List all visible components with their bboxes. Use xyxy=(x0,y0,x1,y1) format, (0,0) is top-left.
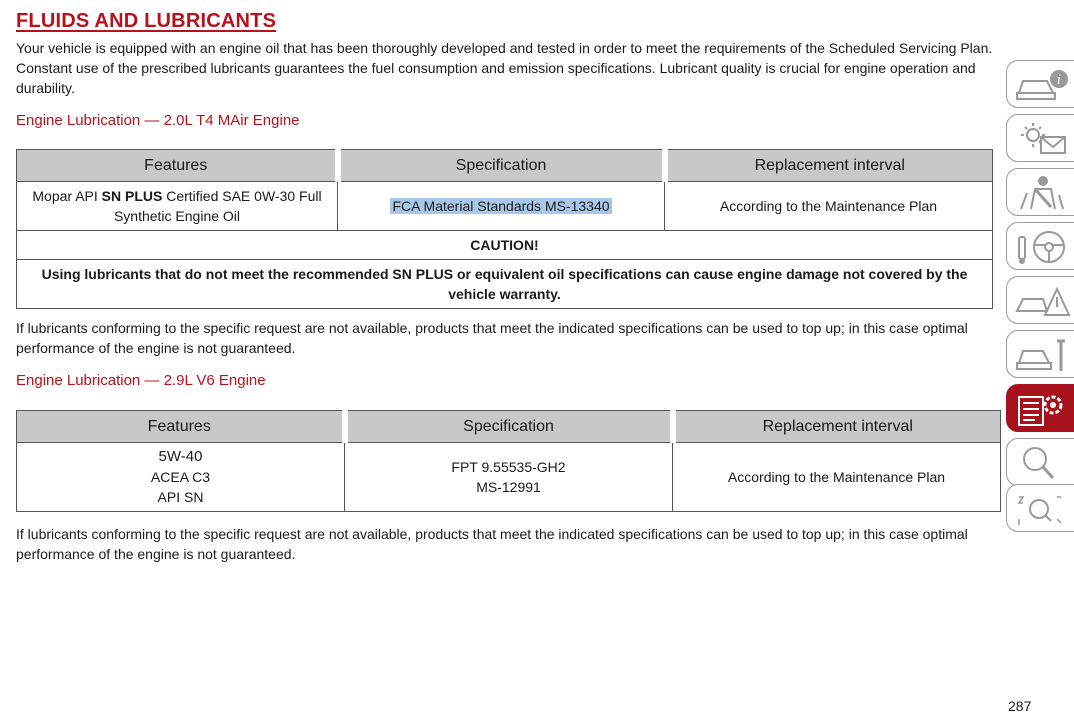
caution-label-row xyxy=(17,231,993,260)
lubrication-table-2l xyxy=(16,149,993,309)
interval-cell: According to the Maintenance Plan xyxy=(673,443,1001,512)
seatbelt-safety-icon xyxy=(1013,173,1074,213)
caution-label: CAUTION! xyxy=(17,231,993,260)
api-spec: API SN xyxy=(157,489,204,505)
caution-text-row xyxy=(17,260,993,309)
tab-dashboard[interactable] xyxy=(1006,114,1074,162)
interval-cell: According to the Maintenance Plan xyxy=(665,182,993,231)
tab-safety[interactable] xyxy=(1006,168,1074,216)
col-header-interval: Replacement interval xyxy=(673,411,1001,443)
col-header-features: Features xyxy=(17,150,338,182)
dashboard-lights-icon xyxy=(1013,119,1074,159)
fpt-spec: FPT 9.55535-GH2 xyxy=(451,459,566,475)
col-header-features: Features xyxy=(17,411,345,443)
technical-data-icon xyxy=(1013,389,1074,429)
col-header-interval: Replacement interval xyxy=(665,150,993,182)
svg-text:i: i xyxy=(1056,73,1062,88)
alphabetical-index-icon xyxy=(1013,489,1074,529)
section-heading-29l: Engine Lubrication — 2.9L V6 Engine xyxy=(16,372,266,389)
specification-cell xyxy=(345,443,673,512)
page-title: FLUIDS AND LUBRICANTS xyxy=(16,10,277,32)
features-cell: Mopar API SN PLUS Certified SAE 0W-30 Full Synthetic Engine Oil xyxy=(17,182,338,231)
specification-cell[interactable] xyxy=(338,182,665,231)
tab-starting-driving[interactable] xyxy=(1006,222,1074,270)
tab-maintenance[interactable] xyxy=(1006,330,1074,378)
sn-plus-text: SN PLUS xyxy=(101,188,163,204)
car-maintenance-icon xyxy=(1013,335,1074,375)
caution-text: Using lubricants that do not meet the recommended SN PLUS or equivalent oil specifications can cause engine damage not covered by the vehicle warranty. xyxy=(17,260,993,309)
note-paragraph-2l: If lubricants conforming to the specific request are not available, products that meet the indicated specifications can be used to top up; in this case optimal performance of the engine is not guaranteed. xyxy=(16,320,968,356)
table-row xyxy=(17,182,993,231)
tab-index[interactable] xyxy=(1006,484,1074,532)
tab-technical-data[interactable] xyxy=(1006,384,1074,432)
table-header-row xyxy=(17,150,993,182)
section-heading-2l: Engine Lubrication — 2.0L T4 MAir Engine xyxy=(16,112,300,129)
page-number: 287 xyxy=(1008,698,1032,714)
tab-search[interactable] xyxy=(1006,438,1074,486)
acea-spec: ACEA C3 xyxy=(150,469,211,485)
note-paragraph-29l: If lubricants conforming to the specific request are not available, products that meet the indicated specifications can be used to top up; in this case optimal performance of the engine is not guaranteed. xyxy=(16,526,968,562)
selected-specification-text[interactable]: FCA Material Standards MS-13340 xyxy=(392,198,610,214)
car-info-icon xyxy=(1013,65,1074,105)
tab-emergency[interactable] xyxy=(1006,276,1074,324)
starting-driving-icon xyxy=(1013,227,1074,267)
table-row xyxy=(17,443,1001,512)
warning-triangle-icon xyxy=(1013,281,1074,321)
ms-spec: MS-12991 xyxy=(476,479,541,495)
col-header-specification: Specification xyxy=(338,150,665,182)
oil-grade: 5W-40 xyxy=(158,448,203,465)
features-cell xyxy=(17,443,345,512)
search-icon xyxy=(1013,443,1074,483)
lubrication-table-29l xyxy=(16,410,1001,512)
table-header-row xyxy=(17,411,1001,443)
intro-paragraph: Your vehicle is equipped with an engine oil that has been thoroughly developed and tested in order to meet the requirements of the Scheduled Servicing Plan. Constant use of the prescribed lubricants guarantees the fuel consumption and emission specifications. Lubricant quality is crucial for engine operation and durability. xyxy=(16,40,993,96)
tab-car-info[interactable] xyxy=(1006,60,1074,108)
col-header-specification: Specification xyxy=(345,411,673,443)
